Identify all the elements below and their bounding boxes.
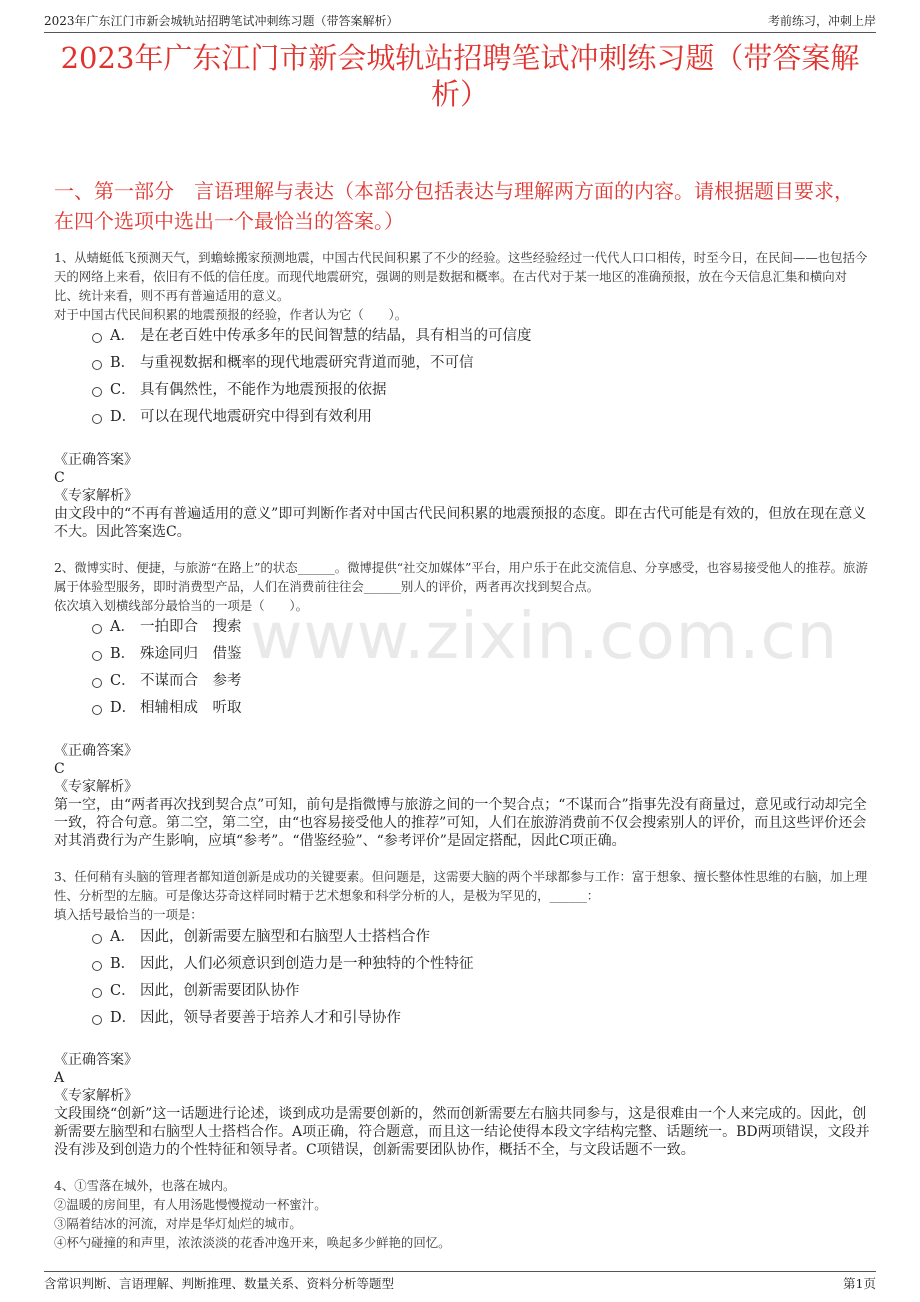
- radio-icon[interactable]: [92, 961, 102, 971]
- watermark: www.zixin.com.cn: [250, 600, 839, 674]
- option-text: 具有偶然性，不能作为地震预报的依据: [140, 382, 387, 398]
- radio-icon[interactable]: [92, 414, 102, 424]
- question-line: ②温暖的房间里，有人用汤匙慢慢搅动一杯蜜汁。: [54, 1197, 327, 1212]
- analysis-label: 《专家解析》: [54, 488, 138, 504]
- option-text: 可以在现代地震研究中得到有效利用: [140, 409, 372, 425]
- question-1-stem: [54, 248, 868, 324]
- option-letter: B．: [110, 646, 136, 662]
- page-number: 第1页: [843, 1276, 876, 1291]
- option-letter: D．: [110, 1010, 137, 1026]
- option-letter: C．: [110, 673, 136, 689]
- option-text: 因此，创新需要左脑型和右脑型人士搭档合作: [140, 929, 430, 945]
- option-text: 因此，创新需要团队协作: [140, 983, 300, 999]
- radio-icon[interactable]: [92, 651, 102, 661]
- question-3-options: [92, 924, 474, 1032]
- option-b[interactable]: [92, 951, 474, 978]
- section-heading: 一、第一部分 言语理解与表达（本部分包括表达与理解两方面的内容。请根据题目要求，在四个选项中选出一个最恰当的答案。）: [54, 179, 854, 233]
- question-4-stem: [54, 1176, 868, 1252]
- option-text: 不谋而合 参考: [140, 673, 242, 689]
- radio-icon[interactable]: [92, 360, 102, 370]
- question-stem-text: 3、任何稍有头脑的管理者都知道创新是成功的关键要素。但问题是，这需要大脑的两个半球都参与工作：富于想象、擅长整体性思维的右脑，加上理性、分析型的左脑。可是像达芬奇这样同时精于艺术想象和科学分析的人，是极为罕见的，______：: [54, 869, 868, 903]
- analysis-text: 文段围绕“创新”这一话题进行论述，谈到成功是需要创新的，然而创新需要左右脑共同参与，这是很难由一个人来完成的。因此，创新需要左脑型和右脑型人士搭档合作。A项正确，符合题意，而且这一结论使得本段文字结构完整、话题统一。BD两项错误，文段并没有涉及到创造力的个性特征和领导者。C项错误，创新需要团队协作，概括不全，与文段话题不一致。: [54, 1106, 870, 1158]
- document-title: 2023年广东江门市新会城轨站招聘笔试冲刺练习题（带答案解析）: [60, 41, 860, 111]
- question-2-options: [92, 614, 242, 722]
- option-a[interactable]: [92, 924, 474, 951]
- answer-label: 《正确答案》: [54, 743, 138, 759]
- question-3-answer: [54, 1051, 870, 1159]
- answer-label: 《正确答案》: [54, 452, 138, 468]
- option-text: 是在老百姓中传承多年的民间智慧的结晶，具有相当的可信度: [140, 328, 532, 344]
- option-text: 因此，领导者要善于培养人才和引导协作: [140, 1010, 401, 1026]
- option-letter: C．: [110, 983, 136, 999]
- analysis-label: 《专家解析》: [54, 1088, 138, 1104]
- option-text: 与重视数据和概率的现代地震研究背道而驰，不可信: [140, 355, 474, 371]
- footer-description: 含常识判断、言语理解、判断推理、数量关系、资料分析等题型: [44, 1276, 395, 1291]
- question-1-options: [92, 323, 532, 431]
- question-line: 4、①雪落在城外，也落在城内。: [54, 1178, 236, 1193]
- option-c[interactable]: [92, 377, 532, 404]
- option-c[interactable]: [92, 668, 242, 695]
- option-text: 相辅相成 听取: [140, 700, 242, 716]
- option-text: 一拍即合 搜索: [140, 619, 242, 635]
- question-stem-text: 2、微博实时、便捷，与旅游“在路上”的状态______。微博提供“社交加媒体”平台，用户乐于在此交流信息、分享感受，也容易接受他人的推荐。旅游属于体验型服务，即时消费型产品，人们在消费前往往会______别人的评价，两者再次找到契合点。: [54, 560, 868, 594]
- option-letter: D．: [110, 700, 137, 716]
- radio-icon[interactable]: [92, 1015, 102, 1025]
- option-letter: B．: [110, 956, 136, 972]
- page-footer: [44, 1271, 876, 1292]
- option-letter: B．: [110, 355, 136, 371]
- question-prompt: 对于中国古代民间积累的地震预报的经验，作者认为它（ ）。: [54, 307, 408, 322]
- correct-answer: C: [54, 470, 65, 486]
- header-title: 2023年广东江门市新会城轨站招聘笔试冲刺练习题（带答案解析）: [44, 14, 399, 28]
- question-prompt: 填入括号最恰当的一项是：: [54, 907, 203, 922]
- question-stem-text: 1、从蜻蜓低飞预测天气，到蟾蜍搬家预测地震，中国古代民间积累了不少的经验。这些经验经过一代代人口口相传，时至今日，在民间——也包括今天的网络上来看，依旧有不低的信任度。而现代地震研究，强调的则是数据和概率。在古代对于某一地区的准确预报，放在今天信息汇集和横向对比、统计来看，则不再有普遍适用的意义。: [54, 250, 868, 303]
- option-a[interactable]: [92, 614, 242, 641]
- analysis-text: 由文段中的“不再有普遍适用的意义”即可判断作者对中国古代民间积累的地震预报的态度。即在古代可能是有效的，但放在现在意义不大。因此答案选C。: [54, 506, 867, 540]
- option-text: 殊途同归 借鉴: [140, 646, 242, 662]
- option-letter: A．: [110, 929, 135, 945]
- radio-icon[interactable]: [92, 705, 102, 715]
- option-letter: A．: [110, 328, 135, 344]
- option-b[interactable]: [92, 350, 532, 377]
- question-1-answer: [54, 451, 870, 541]
- radio-icon[interactable]: [92, 333, 102, 343]
- option-d[interactable]: [92, 695, 242, 722]
- option-b[interactable]: [92, 641, 242, 668]
- question-line: ④杯勺碰撞的和声里，浓浓淡淡的花香冲逸开来，唤起多少鲜艳的回忆。: [54, 1235, 451, 1250]
- radio-icon[interactable]: [92, 678, 102, 688]
- analysis-text: 第一空，由“两者再次找到契合点”可知，前句是指微博与旅游之间的一个契合点；“不谋而合”指事先没有商量过，意见或行动却完全一致，符合句意。第二空，第二空，由“也容易接受他人的推荐”可知，人们在旅游消费前不仅会搜索别人的评价，而且这些评价还会对其消费行为产生影响，应填“参考”。“借鉴经验”、“参考评价”是固定搭配，因此C项正确。: [54, 797, 867, 849]
- option-text: 因此，人们必须意识到创造力是一种独特的个性特征: [140, 956, 474, 972]
- option-letter: C．: [110, 382, 136, 398]
- radio-icon[interactable]: [92, 934, 102, 944]
- question-3-stem: [54, 867, 868, 924]
- analysis-label: 《专家解析》: [54, 779, 138, 795]
- correct-answer: A: [54, 1070, 65, 1086]
- radio-icon[interactable]: [92, 624, 102, 634]
- option-letter: D．: [110, 409, 137, 425]
- option-c[interactable]: [92, 978, 474, 1005]
- question-line: ③隔着结冰的河流，对岸是华灯灿烂的城市。: [54, 1216, 302, 1231]
- option-d[interactable]: [92, 1005, 474, 1032]
- option-d[interactable]: [92, 404, 532, 431]
- question-prompt: 依次填入划横线部分最恰当的一项是（ ）。: [54, 598, 309, 613]
- answer-label: 《正确答案》: [54, 1052, 138, 1068]
- correct-answer: C: [54, 761, 65, 777]
- question-2-stem: [54, 558, 868, 615]
- page-header: [44, 10, 876, 33]
- header-slogan: 考前练习，冲刺上岸: [767, 14, 876, 28]
- option-a[interactable]: [92, 323, 532, 350]
- radio-icon[interactable]: [92, 387, 102, 397]
- option-letter: A．: [110, 619, 135, 635]
- radio-icon[interactable]: [92, 988, 102, 998]
- question-2-answer: [54, 742, 870, 850]
